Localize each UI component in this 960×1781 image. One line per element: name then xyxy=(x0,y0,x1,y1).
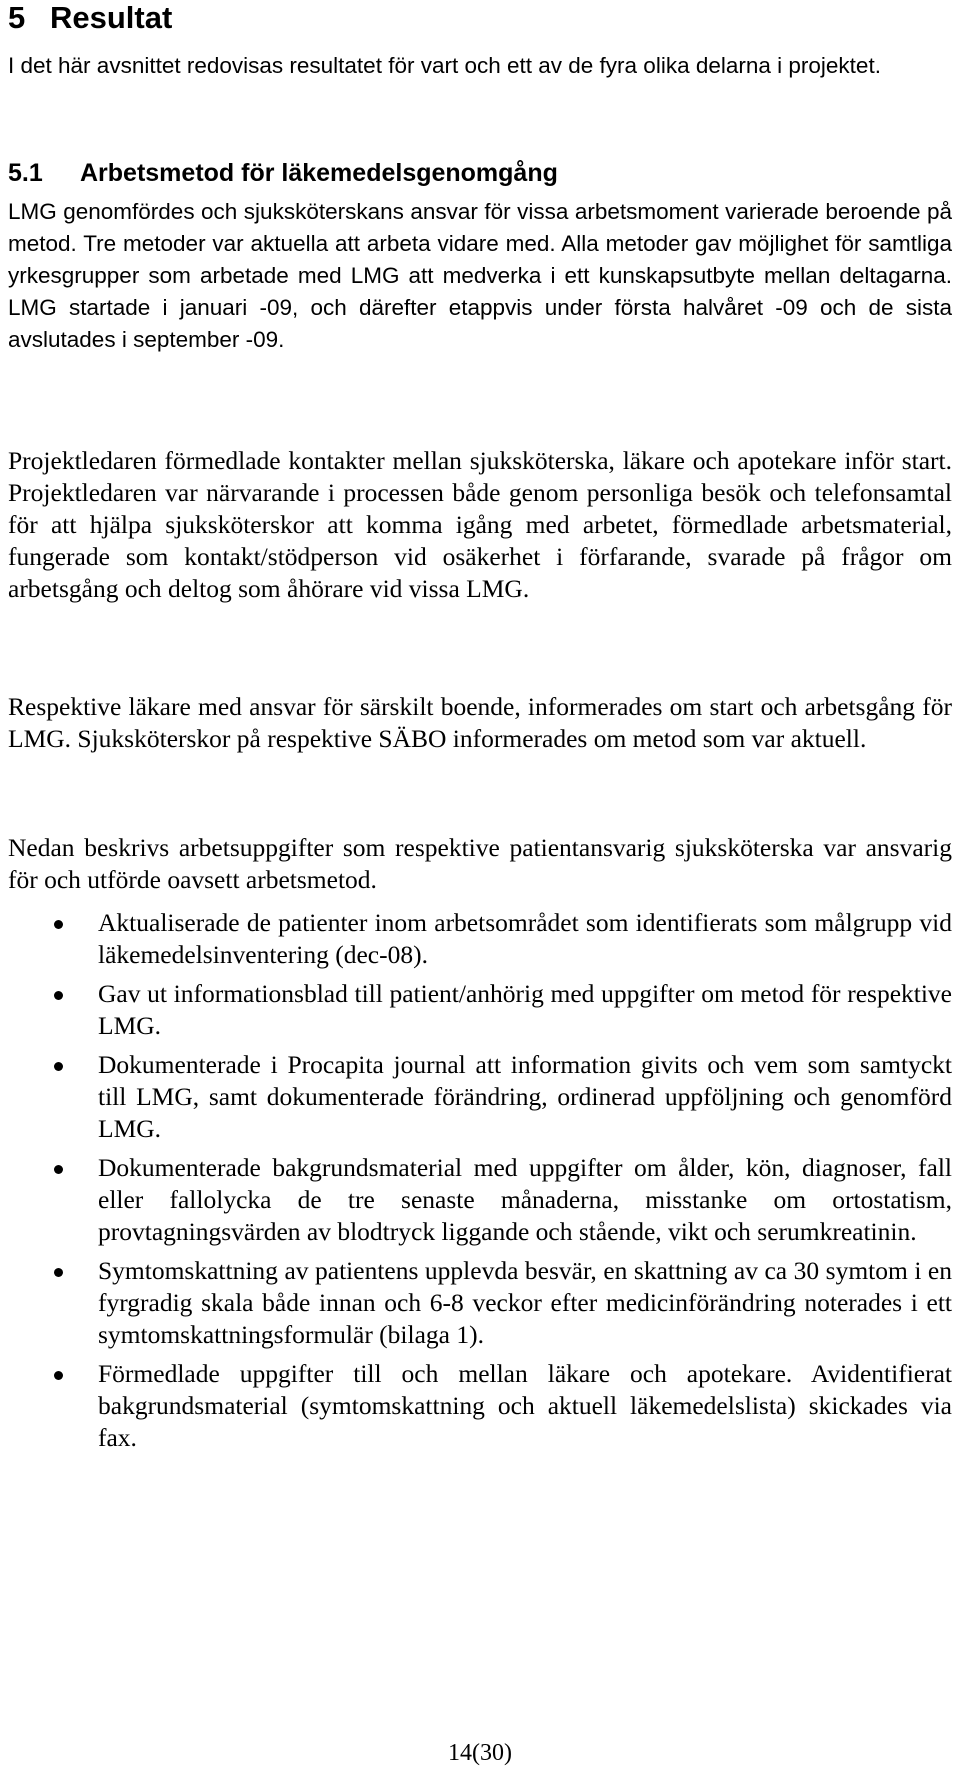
subsection-title: Arbetsmetod för läkemedelsgenomgång xyxy=(80,159,558,187)
list-item-text: Gav ut informationsblad till patient/anhörig med uppgifter om metod för respektive LMG. xyxy=(98,979,952,1040)
list-item xyxy=(8,1255,952,1351)
list-item xyxy=(8,1049,952,1145)
list-item xyxy=(8,907,952,971)
list-item-text: Symtomskattning av patientens upplevda besvär, en skattning av ca 30 symtom i en fyrgradig skala både innan och 6-8 veckor efter medicinförändring noterades i ett symtomskattningsformulär (bilaga 1). xyxy=(98,1256,952,1349)
list-item xyxy=(8,1152,952,1248)
list-item-text: Förmedlade uppgifter till och mellan läkare och apotekare. Avidentifierat bakgrundsmaterial (symtomskattning och aktuell läkemedelslista) skickades via fax. xyxy=(98,1359,952,1452)
paragraph-1: LMG genomfördes och sjuksköterskans ansvar för vissa arbetsmoment varierade beroende på metod. Tre metoder var aktuella att arbeta vidare med. Alla metoder gav möjlighet för samtliga yrkesgrupper som arbetade med LMG att medverka i ett kunskapsutbyte mellan deltagarna. LMG startade i januari -09, och därefter etappvis under första halvåret -09 och de sista avslutades i september -09. xyxy=(8,199,952,352)
document-page xyxy=(8,0,952,1781)
paragraph-4: Nedan beskrivs arbetsuppgifter som respektive patientansvarig sjuksköterska var ansvarig för och utförde oavsett arbetsmetod. xyxy=(8,833,952,894)
list-item-text: Dokumenterade bakgrundsmaterial med uppgifter om ålder, kön, diagnoser, fall eller fallolycka de tre senaste månaderna, misstanke om ortostatism, provtagningsvärden av blodtryck liggande och stående, vikt och serumkreatinin. xyxy=(98,1153,952,1246)
bullet-icon xyxy=(54,1165,63,1174)
list-item-text: Dokumenterade i Procapita journal att information givits och vem som samtyckt till LMG, samt dokumenterade förändring, ordinerad uppföljning och genomförd LMG. xyxy=(98,1050,952,1143)
bullet-icon xyxy=(54,1371,63,1380)
section-number: 5 xyxy=(8,0,26,35)
subsection-heading xyxy=(8,158,558,188)
list-item xyxy=(8,1358,952,1454)
paragraph-2: Projektledaren förmedlade kontakter mellan sjuksköterska, läkare och apotekare inför start. Projektledaren var närvarande i processen både genom personliga besök och telefonsamtal för att hjälpa sjuksköterskor att komma igång med arbetet, förmedlade arbetsmaterial, fungerade som kontakt/stödperson vid osäkerhet i förfarande, svarade på frågor om arbetsgång och deltog som åhörare vid vissa LMG. xyxy=(8,446,952,603)
bullet-icon xyxy=(54,1268,63,1277)
subsection-number: 5.1 xyxy=(8,159,43,187)
bullet-icon xyxy=(54,920,63,929)
bullet-icon xyxy=(54,991,63,1000)
section-title: Resultat xyxy=(50,0,173,35)
section-heading xyxy=(8,0,172,36)
list-item xyxy=(8,978,952,1042)
task-list xyxy=(8,907,952,1461)
paragraph-3: Respektive läkare med ansvar för särskilt boende, informerades om start och arbetsgång för LMG. Sjuksköterskor på respektive SÄBO informerades om metod som var aktuell. xyxy=(8,692,952,753)
list-item-text: Aktualiserade de patienter inom arbetsområdet som identifierats som målgrupp vid läkemedelsinventering (dec-08). xyxy=(98,908,952,969)
page-number: 14(30) xyxy=(448,1740,512,1766)
bullet-icon xyxy=(54,1062,63,1071)
section-intro: I det här avsnittet redovisas resultatet för vart och ett av de fyra olika delarna i projektet. xyxy=(8,53,881,78)
